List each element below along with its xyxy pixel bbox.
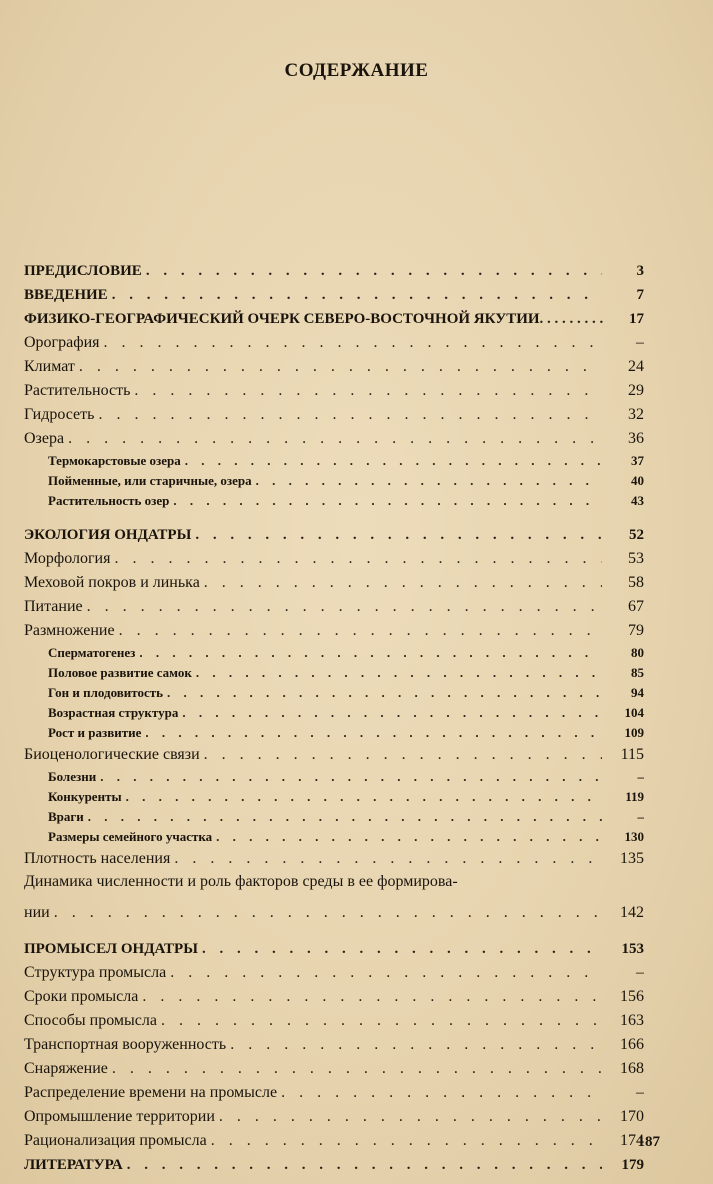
leader-dots [161,1009,602,1033]
toc-entry-label: Гон и плодовитость [48,685,164,700]
toc-entry-label: Транспортная вооруженность [24,1036,227,1053]
toc-entry [24,379,644,403]
toc-entry-page: 109 [624,725,644,740]
toc-entry [24,643,644,663]
toc-entry [24,723,644,743]
leader-dots [195,523,602,547]
toc-entry-page: 104 [624,705,644,720]
toc-entry-page: 29 [628,382,644,399]
leader-dots [139,643,602,663]
leader-dots [68,427,602,451]
leader-dots [281,1081,602,1105]
toc-entry-label: Гидросеть [24,406,95,423]
leader-dots [127,1153,602,1177]
toc-entry-label: ПРЕДИСЛОВИЕ [24,263,142,279]
leader-dots [202,937,602,961]
toc-entry-page: 94 [631,685,644,700]
toc-entry-page: 142 [620,904,644,921]
leader-dots [170,961,602,985]
toc-entry-label: Распределение времени на промысле [24,1084,278,1101]
toc-entry-label: Снаряжение [24,1060,108,1077]
toc-entry-label: ВВЕДЕНИЕ [24,287,108,303]
toc-entry-label: Плотность населения [24,850,171,867]
leader-dots [145,723,602,743]
leader-dots [256,471,602,491]
leader-dots [142,985,602,1009]
toc-entry [24,1129,644,1153]
toc-entry-label: Растительность озер [48,493,170,508]
leader-dots [540,307,606,331]
toc-entry [24,403,644,427]
toc-entry-page: 80 [631,645,644,660]
leader-dots [196,663,602,683]
toc-entry-label: Опромышление территории [24,1108,215,1125]
toc-entry-label: ЭКОЛОГИЯ ОНДАТРЫ [24,527,192,543]
toc-entry-label-line2: нии [24,904,50,921]
toc-entry-page: 58 [628,574,644,591]
toc-entry [24,619,644,643]
toc-entry [24,491,644,511]
toc-entry-label: Враги [48,809,84,824]
toc-entry [24,787,644,807]
toc-entry-wrapped [24,871,644,925]
toc-entry [24,355,644,379]
toc-entry [24,847,644,871]
toc-entry [24,571,644,595]
toc-entry-page: 7 [636,287,644,303]
toc-entry-page: 24 [628,358,644,375]
toc-entry-label: Озера [24,430,65,447]
toc-entry-page: 130 [624,829,644,844]
leader-dots [104,331,602,355]
toc-entry [24,743,644,767]
toc-entry-label: Размножение [24,622,115,639]
toc-entry [24,683,644,703]
toc-entry-page: 53 [628,550,644,567]
toc-entry-page: 174 [620,1132,644,1149]
toc-entry-label: Меховой покров и линька [24,574,200,591]
toc-entry-label: Морфология [24,550,111,567]
toc-entry-page: – [636,334,644,351]
toc-entry-label: Возрастная структура [48,705,179,720]
toc-entry [24,1057,644,1081]
toc-entry-label: Биоценологические связи [24,746,200,763]
toc-entry [24,595,644,619]
toc-entry [24,451,644,471]
leader-dots [54,901,602,925]
toc-entry [24,547,644,571]
leader-dots [112,283,602,307]
toc-entry-page: 115 [620,746,644,763]
toc-entry-page: – [636,1084,644,1101]
table-of-contents [24,259,644,1177]
toc-entry-page: 43 [631,493,644,508]
toc-entry-label: Рост и развитие [48,725,142,740]
toc-entry [24,827,644,847]
toc-entry-label: ЛИТЕРАТУРА [24,1157,123,1173]
toc-entry [24,807,644,827]
toc-entry [24,1153,644,1177]
toc-entry-page: 67 [628,598,644,615]
toc-entry-page: 163 [620,1012,644,1029]
toc-entry-label: ФИЗИКО-ГЕОГРАФИЧЕСКИЙ ОЧЕРК СЕВЕРО-ВОСТОЧНОЙ ЯКУТИИ [24,311,540,327]
toc-entry-page: 85 [631,665,644,680]
leader-dots [185,451,602,471]
toc-entry [24,703,644,723]
toc-entry-page: 119 [625,789,644,804]
toc-entry [24,985,644,1009]
toc-entry-page: 17 [629,311,644,327]
toc-entry-page: 153 [621,941,644,957]
toc-entry-page: 168 [620,1060,644,1077]
toc-entry-label: Пойменные, или старичные, озера [48,473,252,488]
toc-entry [24,259,644,283]
toc-entry-page: – [637,809,644,824]
page-number: 187 [637,1134,660,1150]
toc-entry [24,937,644,961]
leader-dots [204,571,602,595]
toc-entry-label: Термокарстовые озера [48,453,181,468]
toc-entry [24,331,644,355]
toc-entry [24,1081,644,1105]
leader-dots [174,847,602,871]
leader-dots [216,827,602,847]
leader-dots [146,259,602,283]
toc-entry-page: 52 [629,527,644,543]
toc-entry-label: Половое развитие самок [48,665,192,680]
toc-entry-page: 170 [620,1108,644,1125]
toc-entry-label: Структура промысла [24,964,167,981]
leader-dots [182,703,602,723]
leader-dots [112,1057,602,1081]
toc-entry-page: 179 [621,1157,644,1173]
toc-entry [24,663,644,683]
toc-entry-label: Конкуренты [48,789,122,804]
toc-entry-page: 156 [620,988,644,1005]
leader-dots [211,1129,602,1153]
toc-entry [24,307,644,331]
toc-entry-label-line1: Динамика численности и роль факторов среды в ее формирова- [24,873,458,890]
toc-entry [24,471,644,491]
leader-dots [167,683,602,703]
toc-entry-page: – [637,769,644,784]
leader-dots [88,807,602,827]
toc-entry-page: 37 [631,453,644,468]
leader-dots [230,1033,602,1057]
toc-entry-label: Климат [24,358,75,375]
toc-entry [24,1009,644,1033]
leader-dots [100,767,602,787]
toc-entry-label: Питание [24,598,83,615]
toc-entry-label: ПРОМЫСЕЛ ОНДАТРЫ [24,941,198,957]
section-gap [24,511,644,523]
toc-entry [24,1033,644,1057]
toc-entry-page: 135 [620,850,644,867]
toc-entry [24,427,644,451]
toc-entry-page: 40 [631,473,644,488]
leader-dots [114,547,602,571]
leader-dots [219,1105,602,1129]
leader-dots [87,595,602,619]
toc-entry-page: 36 [628,430,644,447]
toc-entry-label: Рационализация промысла [24,1132,207,1149]
leader-dots [173,491,602,511]
toc-entry-page: 166 [620,1036,644,1053]
toc-entry [24,1105,644,1129]
toc-entry [24,961,644,985]
toc-entry-label: Сперматогенез [48,645,136,660]
toc-entry-label: Размеры семейного участка [48,829,213,844]
toc-entry-label: Способы промысла [24,1012,157,1029]
toc-entry-label: Болезни [48,769,97,784]
toc-entry-label: Сроки промысла [24,988,139,1005]
page-title: СОДЕРЖАНИЕ [284,60,429,81]
toc-entry-label: Растительность [24,382,131,399]
toc-entry [24,283,644,307]
section-gap [24,925,644,937]
toc-entry-page: 79 [628,622,644,639]
leader-dots [79,355,602,379]
toc-entry [24,901,644,925]
leader-dots [98,403,602,427]
toc-entry-page: – [636,964,644,981]
toc-entry-page: 3 [636,263,644,279]
toc-entry [24,767,644,787]
leader-dots [119,619,602,643]
toc-entry-page: 32 [628,406,644,423]
toc-entry-label: Орография [24,334,100,351]
leader-dots [126,787,602,807]
leader-dots [204,743,602,767]
leader-dots [134,379,602,403]
toc-entry [24,523,644,547]
